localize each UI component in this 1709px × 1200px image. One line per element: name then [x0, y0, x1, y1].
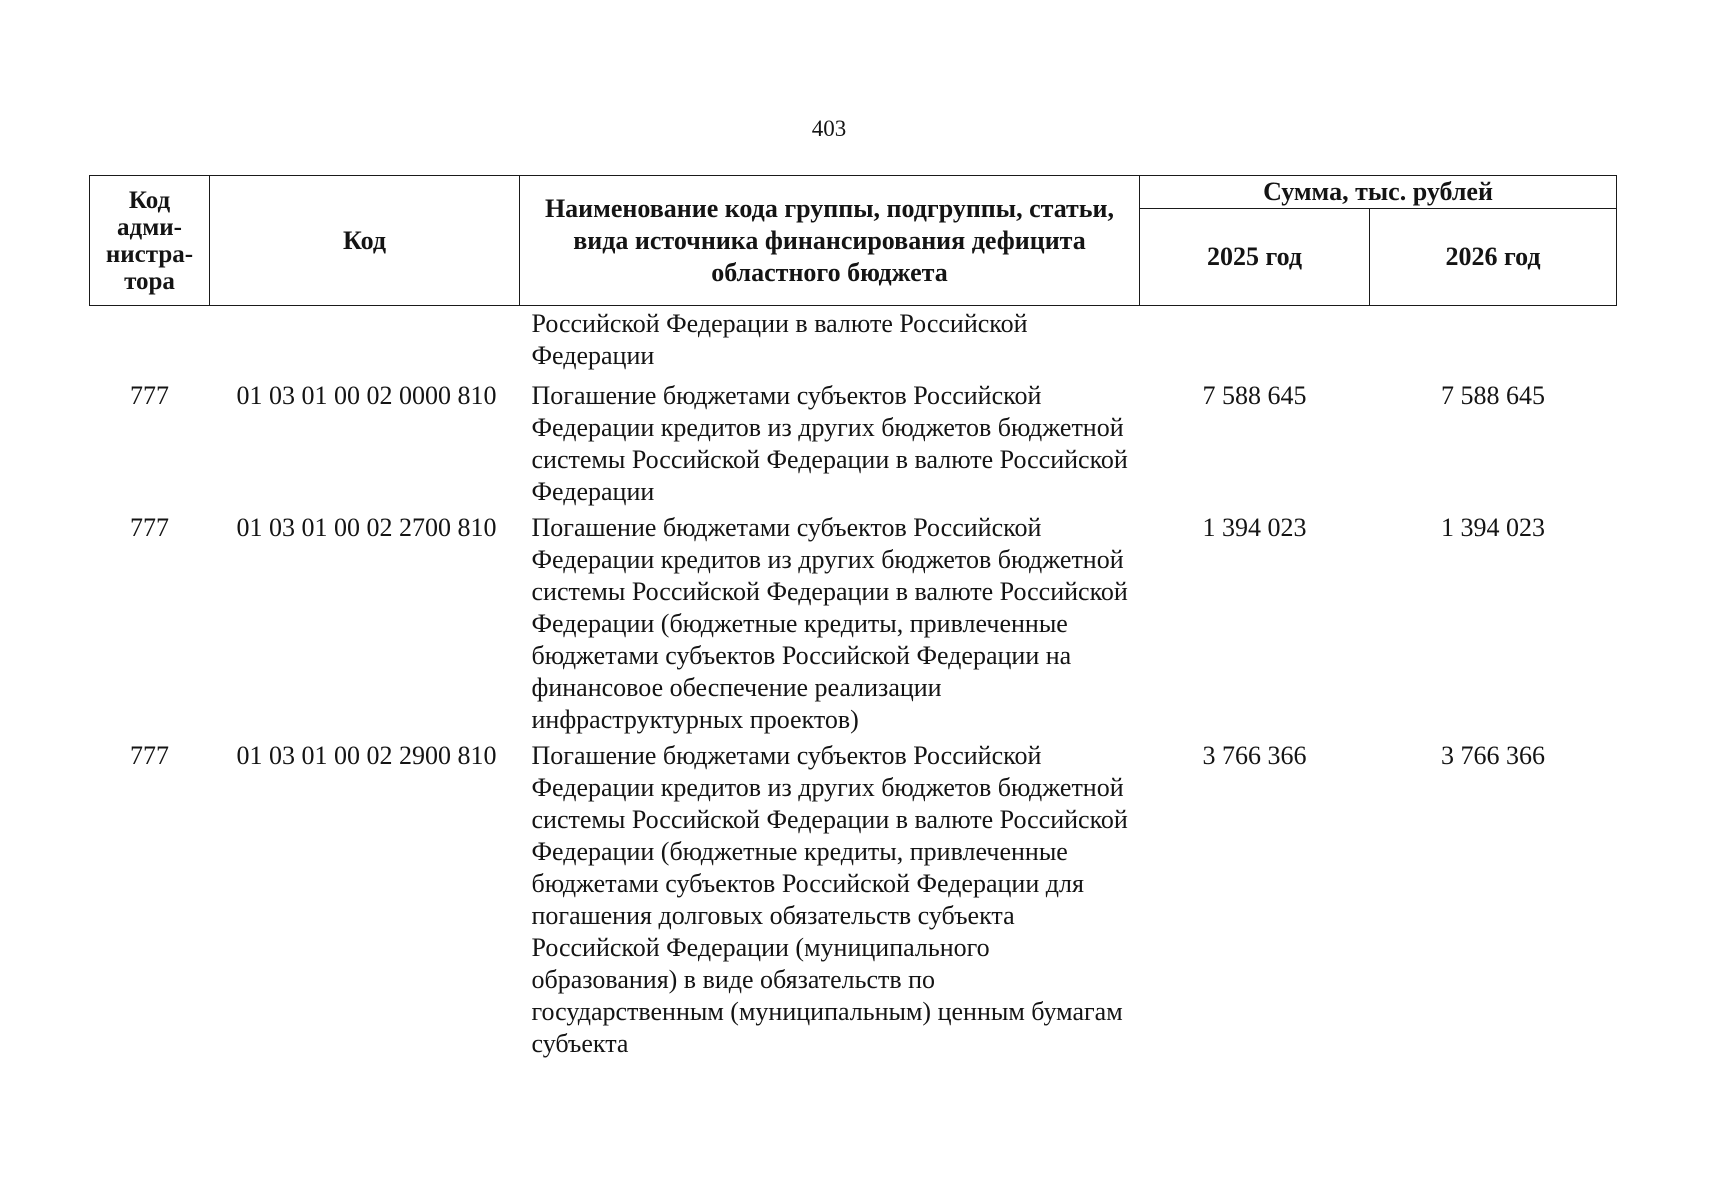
- cell-name: Погашение бюджетами субъектов Российской Федерации кредитов из других бюджетов бюджетной системы Российской Федерации в валюте Российской Федерации (бюджетные кредиты, привлеченные бюджетами субъектов Российской Федерации на финансовое обеспечение реализации инфраструктурных проектов): [531, 513, 1128, 734]
- table-header: [90, 176, 1617, 306]
- sources-financing-table: [89, 175, 1617, 1064]
- table-row: [90, 378, 1617, 512]
- cell-2026: 7 588 645: [1441, 381, 1545, 410]
- table-row: [90, 740, 1617, 1064]
- page-number: 403: [811, 116, 847, 141]
- cell-name: Российской Федерации в валюте Российской Федерации: [531, 309, 1028, 370]
- cell-name: Погашение бюджетами субъектов Российской Федерации кредитов из других бюджетов бюджетной системы Российской Федерации в валюте Российской Федерации (бюджетные кредиты, привлеченные бюджетами субъектов Российской Федерации для погашения долговых обязательств субъекта Российской Федерации (муниципального образования) в виде обязательств по государственным (муниципальным) ценным бумагам субъекта: [531, 741, 1128, 1058]
- header-year-2025: 2025 год: [1140, 209, 1370, 306]
- table-row: [90, 512, 1617, 740]
- cell-2026: [1370, 306, 1617, 379]
- header-name: Наименование кода группы, подгруппы, статьи, вида источника финансирования дефицита областного бюджета: [520, 176, 1140, 306]
- cell-2025: 3 766 366: [1202, 741, 1307, 770]
- cell-2025: [1140, 306, 1370, 379]
- cell-2026: 1 394 023: [1441, 513, 1545, 542]
- table-body: [90, 306, 1617, 1065]
- cell-admin: 777: [130, 741, 169, 770]
- cell-2025: 7 588 645: [1202, 381, 1307, 410]
- cell-2026: 3 766 366: [1441, 741, 1545, 770]
- cell-code: 01 03 01 00 02 0000 810: [236, 381, 497, 410]
- table-row-continuation: [90, 306, 1617, 379]
- header-admin-code: Код адми-нистра-тора: [90, 176, 210, 306]
- cell-code: 01 03 01 00 02 2700 810: [236, 513, 497, 542]
- cell-admin: 777: [130, 513, 169, 542]
- header-sum-group: Сумма, тыс. рублей: [1140, 176, 1617, 209]
- cell-code: 01 03 01 00 02 2900 810: [236, 741, 497, 770]
- header-code: Код: [210, 176, 520, 306]
- cell-admin: [90, 306, 210, 379]
- cell-code: [210, 306, 520, 379]
- header-year-2026: 2026 год: [1370, 209, 1617, 306]
- cell-2025: 1 394 023: [1202, 513, 1307, 542]
- cell-admin: 777: [130, 381, 169, 410]
- cell-name: Погашение бюджетами субъектов Российской Федерации кредитов из других бюджетов бюджетной системы Российской Федерации в валюте Российской Федерации: [531, 381, 1128, 506]
